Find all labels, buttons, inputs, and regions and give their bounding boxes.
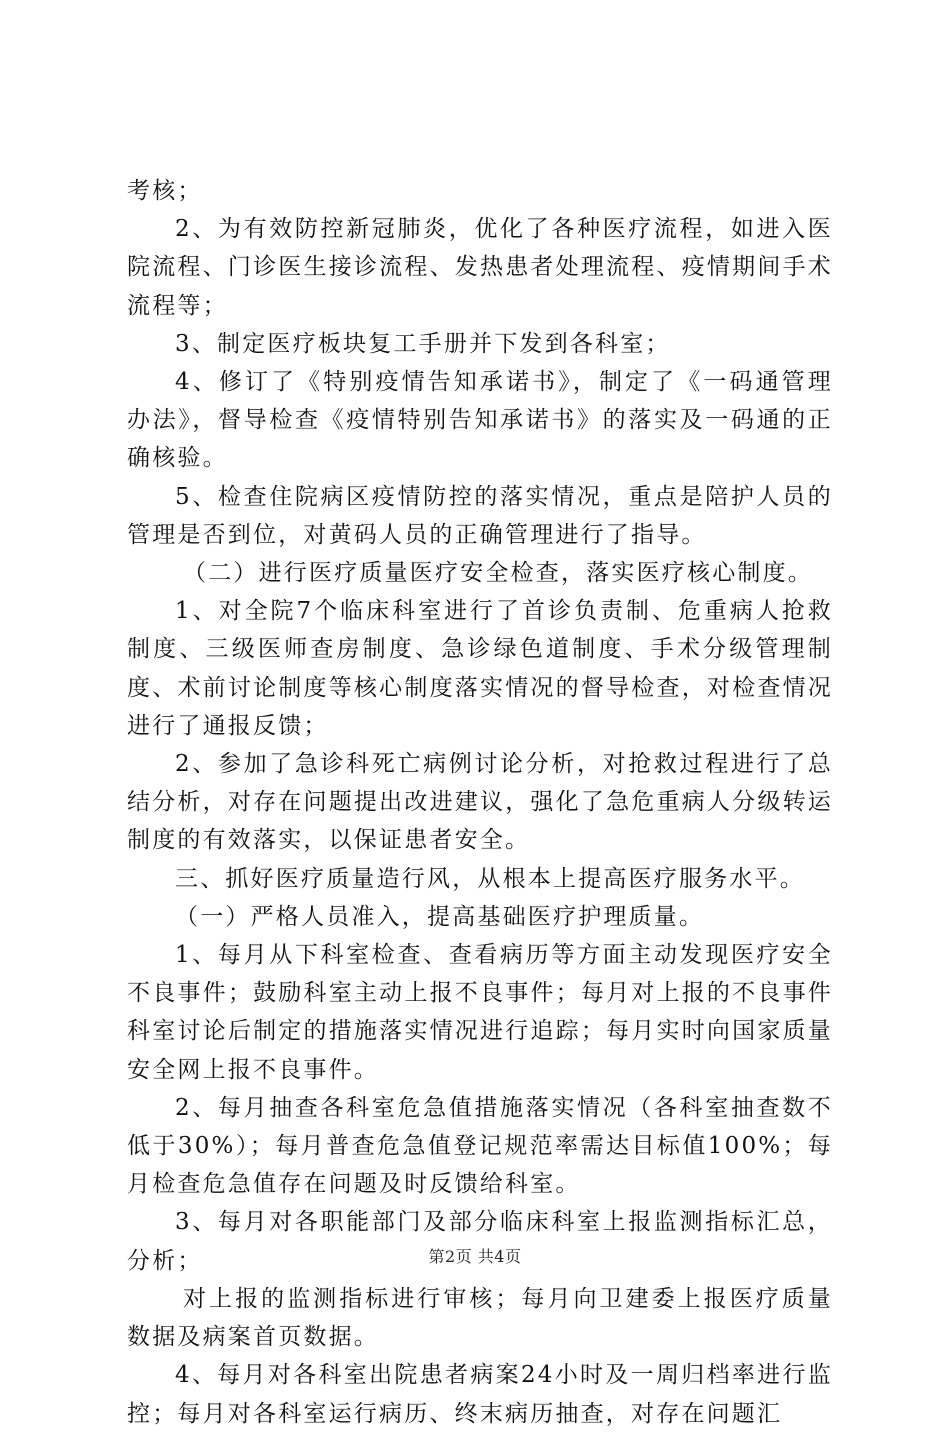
paragraph-item-3-manual: 3、制定医疗板块复工手册并下发到各科室； (175, 330, 671, 357)
paragraph-adverse-events: 1、每月从下科室检查、查看病历等方面主动发现医疗安全不良事件；鼓励科室主动上报不良事件；每月对上报的不良事件科室讨论后制定的措施落实情况进行追踪；每月实时向国家质量安全网上报不良事件。 (127, 942, 833, 1083)
paragraph-continued-assessment: 考核； (127, 178, 203, 204)
paragraph-item-2-procedures: 2、为有效防控新冠肺炎，优化了各种医疗流程，如进入医院流程、门诊医生接诊流程、发热患者处理流程、疫情期间手术流程等； (127, 216, 833, 319)
section-heading-three: 三、抓好医疗质量造行风，从根本上提高医疗服务水平。 (175, 865, 805, 892)
paragraph-monitoring-summary: 3、每月对各职能部门及部分临床科室上报监测指标汇总，分析； (127, 1209, 833, 1274)
page-number-footer: 第2页 共4页 (428, 1247, 522, 1266)
paragraph-core-systems-check: 1、对全院7个临床科室进行了首诊负责制、危重病人抢救制度、三级医师查房制度、急诊绿色道制度、手术分级管理制度、术前讨论制度等核心制度落实情况的督导检查，对检查情况进行了通报反馈； (127, 598, 833, 739)
paragraph-record-archiving: 4、每月对各科室出院患者病案24小时及一周归档率进行监控；每月对各科室运行病历、终末病历抽查，对存在问题汇 (127, 1362, 833, 1427)
section-heading-quality-safety: （二）进行医疗质量医疗安全检查，落实医疗核心制度。 (183, 560, 813, 587)
paragraph-item-4-commitment: 4、修订了《特别疫情告知承诺书》，制定了《一码通管理办法》，督导检查《疫情特别告知承诺书》的落实及一码通的正确核验。 (127, 369, 833, 472)
paragraph-monitoring-review: 对上报的监测指标进行审核；每月向卫建委上报医疗质量数据及病案首页数据。 (127, 1285, 833, 1351)
paragraph-emergency-case-review: 2、参加了急诊科死亡病例讨论分析，对抢救过程进行了总结分析，对存在问题提出改进建议，强化了急危重病人分级转运制度的有效落实，以保证患者安全。 (127, 751, 833, 854)
paragraph-item-5-inspection: 5、检查住院病区疫情防控的落实情况，重点是陪护人员的管理是否到位，对黄码人员的正确管理进行了指导。 (127, 483, 833, 548)
paragraph-critical-values: 2、每月抽查各科室危急值措施落实情况（各科室抽查数不低于30%）；每月普查危急值登记规范率需达目标值100%；每月检查危急值存在问题及时反馈给科室。 (127, 1094, 833, 1198)
section-heading-personnel: （一）严格人员准入，提高基础医疗护理质量。 (175, 903, 705, 930)
